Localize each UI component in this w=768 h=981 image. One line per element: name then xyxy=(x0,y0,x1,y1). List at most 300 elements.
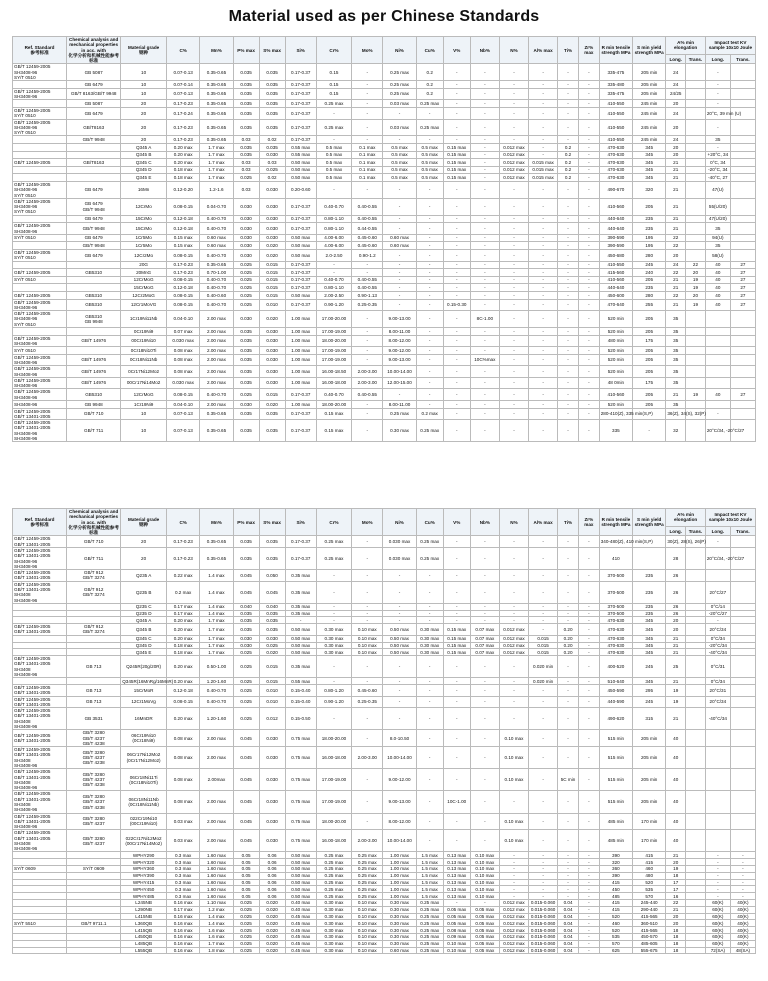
table-cell: 0.035 xyxy=(259,64,285,81)
table-cell: 0.015 xyxy=(259,261,285,269)
table-cell: GB/T 9948 xyxy=(67,223,121,235)
table-cell: - xyxy=(529,389,558,401)
table-cell xyxy=(13,617,67,624)
table-cell: - xyxy=(383,136,416,144)
table-cell: 0.030 xyxy=(233,642,259,649)
table-cell: - xyxy=(470,88,499,100)
table-row xyxy=(13,215,756,223)
table-cell: 0.030 xyxy=(259,151,285,159)
table-cell xyxy=(686,347,706,355)
table-cell: 022Cr17Ni12Mo2 (00Cr17Ni14Mo2) xyxy=(121,830,167,852)
table-cell: 0.35-0.65 xyxy=(200,408,233,420)
table-cell: - xyxy=(416,656,443,678)
table-cell: - xyxy=(529,311,558,328)
table-row xyxy=(13,108,756,120)
table-cell: 0.012 max xyxy=(499,635,528,642)
table-cell: - xyxy=(529,242,558,250)
table-cell: - xyxy=(529,420,558,442)
table-cell: 40 xyxy=(666,791,686,813)
table-cell: 0.35-0.65 xyxy=(200,81,233,89)
table-cell: - xyxy=(558,269,579,277)
table-cell: 235 xyxy=(633,603,666,610)
table-cell: 0Cr17Ni12Mo2 xyxy=(121,366,167,378)
table-cell xyxy=(730,88,755,100)
table-cell: - xyxy=(499,242,528,250)
table-cell: 0.25 max xyxy=(352,859,383,866)
column-header-ni: Ni% xyxy=(383,37,416,64)
table-cell: 0°C/14 xyxy=(705,603,730,610)
table-cell: 0.90-1.20 xyxy=(316,696,351,708)
table-cell: 20 xyxy=(666,913,686,920)
table-cell: - xyxy=(443,656,470,678)
table-cell: 0.18 max xyxy=(167,166,200,174)
table-cell: L245NB xyxy=(121,900,167,907)
table-cell: 9.00-12.00 xyxy=(383,769,416,791)
table-cell: 35 xyxy=(666,327,686,335)
table-cell: 0.15 max xyxy=(443,624,470,636)
table-cell: - xyxy=(499,64,528,81)
table-cell: 0.08-0.15 xyxy=(167,198,200,215)
table-cell: 1.7 max xyxy=(200,617,233,624)
column-header-nb: Nb% xyxy=(470,509,499,536)
table-cell: - xyxy=(578,859,599,866)
table-cell xyxy=(13,136,67,144)
table-cell: SY/T 0510 xyxy=(13,347,67,355)
table-cell: - xyxy=(416,198,443,215)
table-cell: 625 xyxy=(599,947,632,954)
table-cell: - xyxy=(499,866,528,873)
table-cell: 0.030 xyxy=(259,354,285,366)
table-cell: 0.90-1.13 xyxy=(352,291,383,299)
table-cell: 0.08-0.15 xyxy=(167,276,200,284)
table-cell: - xyxy=(416,747,443,769)
table-cell: 20G xyxy=(121,261,167,269)
table-cell: - xyxy=(578,100,599,108)
table-cell: - xyxy=(499,420,528,442)
table-cell: 470-630 xyxy=(599,144,632,152)
table-cell xyxy=(730,791,755,813)
table-cell: 0.04 xyxy=(558,920,579,927)
table-cell: 0.13 max xyxy=(443,859,470,866)
table-cell: 0.2 xyxy=(416,81,443,89)
table-cell: - xyxy=(558,879,579,886)
table-cell: 0.20 xyxy=(558,635,579,642)
table-cell: 0.15 max xyxy=(443,166,470,174)
table-cell xyxy=(13,927,67,934)
table-cell: Q345 E xyxy=(121,649,167,656)
table-cell: 0.30 max xyxy=(316,649,351,656)
table-cell: 0.25 max xyxy=(352,893,383,900)
table-cell: - xyxy=(416,261,443,269)
table-cell: 35 xyxy=(705,242,730,250)
table-cell: +20°C, 34 xyxy=(705,151,730,159)
table-cell: 450 xyxy=(599,886,632,893)
column-header-al: Al% max xyxy=(529,509,558,536)
table-cell: - xyxy=(443,223,470,235)
column-header-ti: Ti% xyxy=(558,509,579,536)
table-cell: 0.20 max xyxy=(167,617,200,624)
table-cell: 8.00-11.00 xyxy=(383,327,416,335)
table-cell: 470-630 xyxy=(599,151,632,159)
table-cell: 0.13 max xyxy=(443,893,470,900)
table-cell: GB/T 3280 GB/T 4237 xyxy=(67,813,121,830)
table-cell xyxy=(13,261,67,269)
table-cell: 0.45-0.60 xyxy=(352,242,383,250)
table-cell: 0.030 xyxy=(259,747,285,769)
table-cell xyxy=(686,852,706,859)
table-cell: -20°C/27 xyxy=(705,610,730,617)
table-cell: 0.015-0.060 xyxy=(529,906,558,913)
table-cell: 0.030 max xyxy=(167,377,200,389)
table-cell: 0.03 xyxy=(233,159,259,167)
table-cell: 0.10 max xyxy=(499,747,528,769)
table-cell: 1.4 max xyxy=(200,581,233,603)
table-cell: - xyxy=(558,886,579,893)
table-cell: - xyxy=(470,291,499,299)
table-cell: 1.60 max xyxy=(200,872,233,879)
table-cell: 0.05 max xyxy=(443,913,470,920)
table-cell: - xyxy=(578,852,599,859)
table-cell: - xyxy=(578,893,599,900)
table-cell: - xyxy=(578,159,599,167)
table-cell xyxy=(13,872,67,879)
table-row xyxy=(13,166,756,174)
table-cell: 17.00-19.00 xyxy=(316,769,351,791)
table-cell: 0.30 max xyxy=(383,927,416,934)
table-cell: L485QB xyxy=(121,940,167,947)
table-cell: - xyxy=(443,327,470,335)
table-cell: L290NB xyxy=(121,906,167,913)
table-cell: - xyxy=(470,678,499,685)
table-cell xyxy=(13,913,67,920)
table-cell: - xyxy=(416,136,443,144)
table-cell: 0.50 max xyxy=(383,624,416,636)
table-cell xyxy=(705,830,730,852)
table-cell xyxy=(705,347,730,355)
table-cell: 345 xyxy=(633,144,666,152)
table-cell: - xyxy=(416,108,443,120)
table-cell: 0.80-1.20 xyxy=(316,685,351,697)
table-cell: 10 xyxy=(121,408,167,420)
table-cell: GB/T 12459-2005 SH3408-96 xyxy=(13,389,67,401)
table-cell: - xyxy=(352,261,383,269)
table-cell: 0.020 xyxy=(259,947,285,954)
table-cell: - xyxy=(470,174,499,182)
table-cell xyxy=(730,335,755,347)
table-cell: 0.17 max xyxy=(167,610,200,617)
table-cell: - xyxy=(499,347,528,355)
table-row xyxy=(13,678,756,685)
table-cell: - xyxy=(578,311,599,328)
table-cell: 0.025 xyxy=(233,920,259,927)
table-cell: L415QB xyxy=(121,927,167,934)
column-header-ti: Ti% xyxy=(558,37,579,64)
table-cell xyxy=(13,81,67,89)
table-cell: - xyxy=(558,215,579,223)
table-cell: - xyxy=(529,347,558,355)
table-cell: 0.10 max xyxy=(352,900,383,907)
table-cell: - xyxy=(352,408,383,420)
table-cell: 1.8 max xyxy=(200,947,233,954)
table-cell: 1.00 max xyxy=(285,347,316,355)
table-cell: 470-630 xyxy=(599,624,632,636)
table-cell: 0.045 xyxy=(233,747,259,769)
table-cell: 0.020 xyxy=(259,311,285,328)
table-cell: - xyxy=(578,900,599,907)
table-cell xyxy=(67,678,121,685)
table-cell: 40 xyxy=(705,291,730,299)
table-cell: - xyxy=(529,866,558,873)
table-cell: - xyxy=(529,64,558,81)
table-cell xyxy=(13,603,67,610)
table-cell: - xyxy=(352,610,383,617)
table-cell: 1.10 max xyxy=(200,900,233,907)
table-cell: 0.030 xyxy=(233,223,259,235)
table-cell: 19 xyxy=(686,276,706,284)
table-cell: 0.40-0.70 xyxy=(200,223,233,235)
table-cell xyxy=(686,108,706,120)
table-cell: 8.00-11.00 xyxy=(383,400,416,408)
table-cell: 0.18 max xyxy=(167,174,200,182)
table-cell: 0.17-0.23 xyxy=(167,269,200,277)
column-header-c: C% xyxy=(167,509,200,536)
table-cell: 0.08 max xyxy=(167,730,200,747)
table-row xyxy=(13,900,756,907)
table-cell: - xyxy=(352,335,383,347)
table-cell: - xyxy=(529,88,558,100)
table-cell xyxy=(730,649,755,656)
table-cell: - xyxy=(443,708,470,730)
table-cell: GB/T 14976 xyxy=(67,335,121,347)
table-cell: 0.13 max xyxy=(443,886,470,893)
table-cell: - xyxy=(416,708,443,730)
table-cell xyxy=(686,570,706,582)
table-cell: - xyxy=(529,617,558,624)
table-cell xyxy=(67,900,121,907)
table-cell: - xyxy=(383,291,416,299)
table-cell: - xyxy=(558,389,579,401)
table-cell: 10.00-14.00 xyxy=(383,747,416,769)
table-cell: 0.2 max xyxy=(167,581,200,603)
table-cell: - xyxy=(558,354,579,366)
table-cell: 0.045 xyxy=(233,830,259,852)
table-cell: 0.30 max xyxy=(316,940,351,947)
table-cell: 0.40-0.70 xyxy=(200,284,233,292)
table-cell: - xyxy=(578,377,599,389)
table-cell: 0.025 xyxy=(233,389,259,401)
table-cell: 0.030 xyxy=(233,215,259,223)
table-cell: - xyxy=(416,311,443,328)
table-row xyxy=(13,181,756,198)
table-cell: - xyxy=(558,261,579,269)
table-cell: GB 5087 xyxy=(67,100,121,108)
table-row xyxy=(13,284,756,292)
table-cell: 0.40-0.70 xyxy=(200,250,233,262)
table-cell: - xyxy=(558,408,579,420)
table-cell: 0.60 max xyxy=(383,242,416,250)
table-cell: - xyxy=(529,859,558,866)
table-cell: 0.50 max xyxy=(285,642,316,649)
table-cell: 0.035 xyxy=(233,547,259,569)
table-cell: - xyxy=(578,708,599,730)
table-cell: - xyxy=(578,174,599,182)
table-cell: 0.045 xyxy=(233,730,259,747)
table-cell: - xyxy=(416,234,443,242)
table-row xyxy=(13,769,756,791)
table-cell: 0.30 max xyxy=(383,900,416,907)
table-cell: 20 xyxy=(121,100,167,108)
table-cell: 20 xyxy=(686,269,706,277)
table-cell: - xyxy=(443,603,470,610)
table-cell: GB/T 12459-2005 SY/T 0510 xyxy=(13,108,67,120)
table-cell: 06Cr17Ni12Mo2 (0Cr17Ni12Mo2) xyxy=(121,747,167,769)
table-cell: - xyxy=(383,581,416,603)
table-cell: 0.25 max xyxy=(316,879,351,886)
table-cell: 235 xyxy=(633,284,666,292)
table-cell xyxy=(730,81,755,89)
table-cell xyxy=(67,947,121,954)
table-cell xyxy=(13,327,67,335)
table-cell: - xyxy=(470,581,499,603)
table-cell: 0.10 max xyxy=(352,913,383,920)
table-cell: 0.025 xyxy=(233,656,259,678)
table-cell xyxy=(730,166,755,174)
column-header-n: N% xyxy=(499,37,528,64)
table-cell: 0.80-1.10 xyxy=(316,284,351,292)
table-cell: 0.015 xyxy=(259,389,285,401)
table-cell: GB 713 xyxy=(67,696,121,708)
table-cell xyxy=(730,159,755,167)
table-cell: - xyxy=(316,136,351,144)
table-cell: 16Mn xyxy=(121,181,167,198)
table-cell: 0.10 max xyxy=(352,920,383,927)
table-cell: 0.75 max xyxy=(285,830,316,852)
table-cell: - xyxy=(470,166,499,174)
table-cell: 0.20 xyxy=(558,624,579,636)
table-cell: 1.00 max xyxy=(285,327,316,335)
table-cell: 0.15 max xyxy=(443,144,470,152)
table-row xyxy=(13,354,756,366)
materials-table-2 xyxy=(12,508,756,954)
table-cell: - xyxy=(529,269,558,277)
table-cell: 0.1 max xyxy=(352,159,383,167)
table-cell: - xyxy=(499,198,528,215)
table-cell: 0.03 xyxy=(233,166,259,174)
table-cell: - xyxy=(443,747,470,769)
table-cell: GB/T 12459-2005 SH3408-96 SY/T 0510 xyxy=(13,119,67,136)
column-header-rm: R min tensile strength MPa xyxy=(599,37,632,64)
table-cell xyxy=(686,215,706,223)
table-cell: 0.50 max xyxy=(285,893,316,900)
table-cell: GB/T 711 xyxy=(67,420,121,442)
table-cell xyxy=(13,893,67,900)
table-cell: 0.07-0.13 xyxy=(167,64,200,81)
table-cell: 0.60 max xyxy=(200,242,233,250)
table-cell: - xyxy=(578,215,599,223)
table-cell: 35 xyxy=(705,136,730,144)
table-cell: GB/T 12459-2005 SH3408-96 xyxy=(13,223,67,235)
table-cell: 1.7 max xyxy=(200,649,233,656)
table-cell: - xyxy=(558,685,579,697)
column-header-grade: Material grade 钢种 xyxy=(121,37,167,64)
table-cell: 0.08 max xyxy=(443,927,470,934)
table-row xyxy=(13,879,756,886)
table-cell: - xyxy=(578,88,599,100)
table-cell: 360-510 xyxy=(633,920,666,927)
table-cell: 0.50 max xyxy=(285,852,316,859)
table-cell xyxy=(686,420,706,442)
table-cell: 0.25 max xyxy=(416,940,443,947)
table-cell xyxy=(686,119,706,136)
column-header-ref: Ref. Standard 参考标准 xyxy=(13,37,67,64)
table-cell: - xyxy=(730,893,755,900)
table-cell: - xyxy=(529,119,558,136)
table-cell: - xyxy=(558,377,579,389)
table-cell: 1.00 max xyxy=(383,872,416,879)
table-cell: 20 xyxy=(666,617,686,624)
table-cell: 0.05 max xyxy=(470,927,499,934)
table-cell: 1.60 max xyxy=(200,886,233,893)
table-cell: 205 xyxy=(633,276,666,284)
table-cell: - xyxy=(443,769,470,791)
table-cell: 0.030 xyxy=(259,347,285,355)
table-cell xyxy=(67,144,121,152)
table-cell: - xyxy=(416,603,443,610)
table-cell: - xyxy=(383,215,416,223)
table-cell: 0.35-0.65 xyxy=(200,88,233,100)
table-cell: 21 xyxy=(666,284,686,292)
table-cell: 520 xyxy=(633,879,666,886)
table-cell: 345 xyxy=(633,617,666,624)
table-cell: 520 min xyxy=(599,311,632,328)
table-cell: 450-680 xyxy=(599,250,632,262)
table-cell: GB 6479 xyxy=(67,81,121,89)
table-cell: 15CrMoR xyxy=(121,685,167,697)
table-cell: 0.3 max xyxy=(167,859,200,866)
table-row xyxy=(13,624,756,636)
table-cell: 18.00-20.00 xyxy=(316,730,351,747)
table-row xyxy=(13,327,756,335)
table-cell: - xyxy=(499,610,528,617)
table-cell: 0.030 xyxy=(259,635,285,642)
table-cell: - xyxy=(558,603,579,610)
table-cell: 0.16 max xyxy=(167,940,200,947)
table-cell: - xyxy=(499,223,528,235)
table-cell: - xyxy=(578,920,599,927)
table-cell: - xyxy=(352,656,383,678)
table-cell: 0.25 max xyxy=(316,536,351,548)
table-cell: 0.10 max xyxy=(470,872,499,879)
table-cell: 205 xyxy=(633,366,666,378)
table-cell: - xyxy=(529,886,558,893)
table-cell: - xyxy=(443,242,470,250)
table-cell: - xyxy=(499,215,528,223)
table-cell: 0.18 max xyxy=(167,642,200,649)
table-cell: - xyxy=(416,685,443,697)
table-cell: 1.00 max xyxy=(383,859,416,866)
table-cell: - xyxy=(529,100,558,108)
table-cell: GB/T 12459-2005 SH3408-96 SY/T 0510 xyxy=(13,198,67,215)
table-cell: 245 xyxy=(633,261,666,269)
table-cell: - xyxy=(529,813,558,830)
table-cell: GB/T 12459-2005 GB/T 13401-2005 SH3408 SH3408-96 xyxy=(13,830,67,852)
table-cell: - xyxy=(578,250,599,262)
table-row xyxy=(13,927,756,934)
table-cell: -40°C/34 xyxy=(705,708,730,730)
table-cell: 0.20 max xyxy=(167,656,200,678)
table-cell: GB5310 GB 9948 xyxy=(67,311,121,328)
table-cell: - xyxy=(578,547,599,569)
